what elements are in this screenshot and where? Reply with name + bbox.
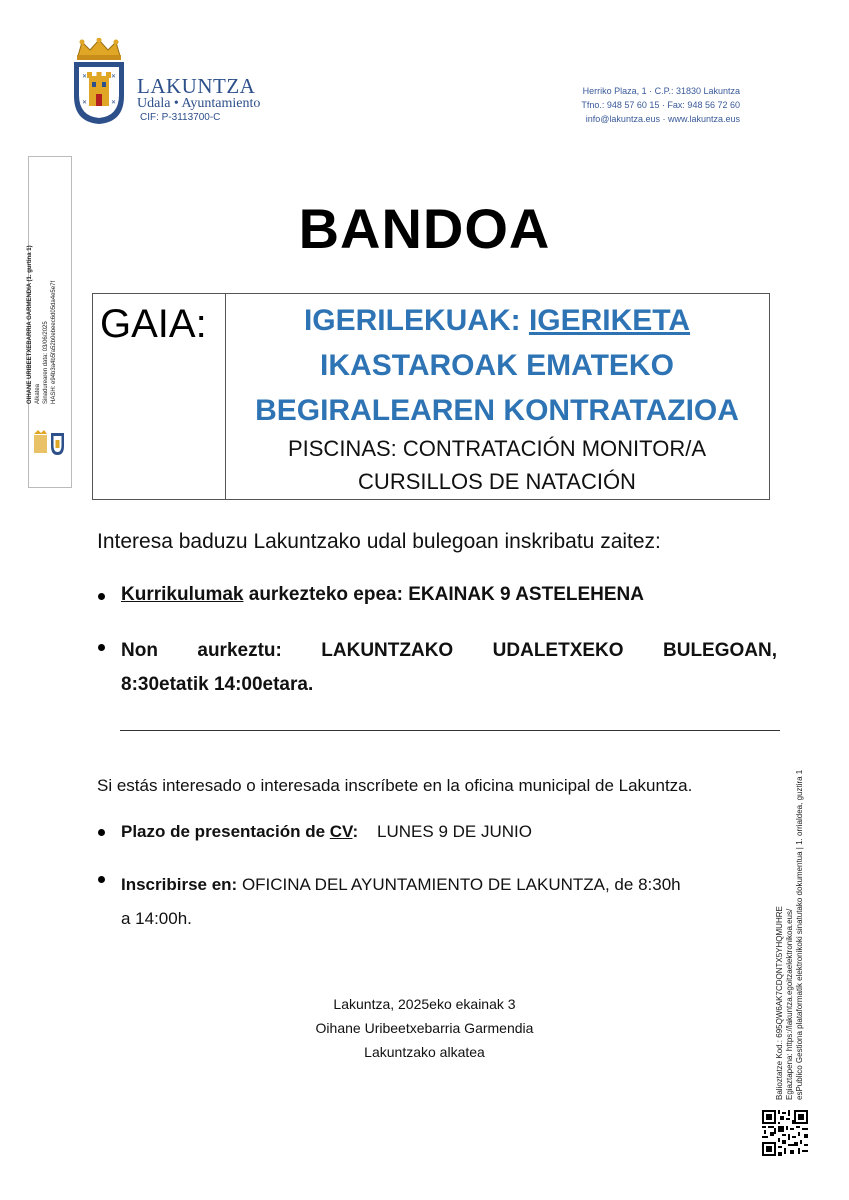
- basque-location-word: Non: [121, 640, 158, 661]
- signer-name: OIHANE URIBEETXEBARRIA GARMENDIA (1. gurtina 1): [27, 245, 33, 404]
- municipality-subtitle: Udala • Ayuntamiento: [137, 96, 261, 111]
- spanish-deadline-colon: :: [352, 822, 359, 841]
- subject-basque-line1-underlined: IGERIKETA: [528, 304, 691, 337]
- signoff-date: Lakuntza, 2025eko ekainak 3: [333, 996, 516, 1012]
- spanish-deadline-cv: CV: [329, 822, 353, 841]
- basque-location-word: UDALETXEKO: [492, 640, 624, 661]
- spanish-location-line1: [121, 868, 777, 902]
- basque-location-word: aurkeztu:: [197, 640, 282, 661]
- verification-url: Egiaztapena: https://lakuntza.egoitzaelektronikoa.eus/: [785, 908, 794, 1100]
- spanish-deadline-value: LUNES 9 DE JUNIO: [358, 822, 532, 841]
- signature-text: [26, 244, 58, 404]
- signature-crest-icon: [32, 430, 66, 456]
- svg-text:✕: ✕: [111, 100, 117, 106]
- subject-basque-line2: IKASTAROAK EMATEKO: [320, 349, 674, 382]
- spanish-intro: Si estás interesado o interesada inscríbete en la oficina municipal de Lakuntza.: [97, 776, 693, 795]
- svg-text:✕: ✕: [82, 74, 88, 80]
- basque-location-line1: [121, 634, 777, 668]
- spanish-location: [121, 868, 777, 936]
- basque-location-word: LAKUNTZAKO: [321, 640, 454, 661]
- municipality-name: LAKUNTZA: [137, 74, 256, 98]
- bullet-icon: [98, 829, 105, 836]
- verification-note: esPublico Gestiona plataformatik elektronikoki sinatutako dokumentua | 1. orrialdea, guztira 1: [795, 769, 804, 1100]
- basque-location-line2: 8:30etatik 14:00etara.: [121, 674, 314, 695]
- bullet-icon: [98, 593, 105, 600]
- contact-email-web: info@lakuntza.eus · www.lakuntza.eus: [585, 114, 740, 124]
- verification-code: Balioztatze Kod.: 695QW6AK7CDQNTX5YHQMUHRE: [775, 906, 784, 1100]
- spanish-location-line2: a 14:00h.: [121, 909, 192, 928]
- verification-text: [775, 770, 805, 1100]
- subject-spanish: [226, 432, 768, 498]
- contact-phone: Tfno.: 948 57 60 15 · Fax: 948 56 72 60: [581, 100, 740, 110]
- subject-basque-line1-plain: IGERILEKUAK:: [303, 304, 529, 337]
- page-title: BANDOA: [298, 197, 551, 260]
- basque-location-word: BULEGOAN,: [663, 640, 777, 661]
- bullet-icon: [98, 644, 105, 651]
- spanish-deadline-label: Plazo de presentación de: [121, 822, 330, 841]
- signature-hash: HASH: e94b3a4b5fa52b0ebeec6d05da4e5e7f: [51, 280, 57, 404]
- subject-label: GAIA:: [100, 302, 207, 346]
- spanish-location-rest: OFICINA DEL AYUNTAMIENTO DE LAKUNTZA, de 8:30h: [237, 875, 681, 894]
- subject-basque: [226, 298, 768, 433]
- bullet-icon: [98, 876, 105, 883]
- qr-code-icon: [762, 1110, 808, 1156]
- contact-info: [581, 84, 740, 126]
- basque-deadline: [121, 584, 644, 606]
- signature-date: Sinadurearen data: 03/06/2025: [43, 321, 49, 404]
- spanish-deadline: [121, 822, 532, 842]
- municipal-crest-logo: [70, 38, 128, 126]
- subject-spanish-line1: PISCINAS: CONTRATACIÓN MONITOR/A: [287, 436, 707, 461]
- basque-location: [121, 634, 777, 702]
- cif-number: CIF: P-3113700-C: [140, 112, 221, 123]
- subject-basque-line1: [226, 298, 768, 343]
- signoff-block: [0, 992, 849, 1064]
- svg-text:✕: ✕: [82, 100, 88, 106]
- basque-deadline-rest: aurkezteko epea: EKAINAK 9 ASTELEHENA: [243, 584, 644, 605]
- basque-deadline-underlined: Kurrikulumak: [121, 584, 244, 605]
- signoff-role: Lakuntzako alkatea: [364, 1044, 485, 1060]
- contact-address: Herriko Plaza, 1 · C.P.: 31830 Lakuntza: [582, 86, 740, 96]
- signer-role: Alkatea: [35, 383, 41, 404]
- subject-basque-line3: BEGIRALEAREN KONTRATAZIOA: [255, 394, 739, 427]
- basque-intro: Interesa baduzu Lakuntzako udal bulegoan inskribatu zaitez:: [97, 530, 661, 553]
- spanish-location-label: Inscribirse en:: [121, 875, 238, 894]
- section-divider: [120, 730, 780, 731]
- svg-text:✕: ✕: [111, 74, 117, 80]
- signoff-name: Oihane Uribeetxebarria Garmendia: [315, 1020, 534, 1036]
- subject-spanish-line2: CURSILLOS DE NATACIÓN: [358, 469, 636, 494]
